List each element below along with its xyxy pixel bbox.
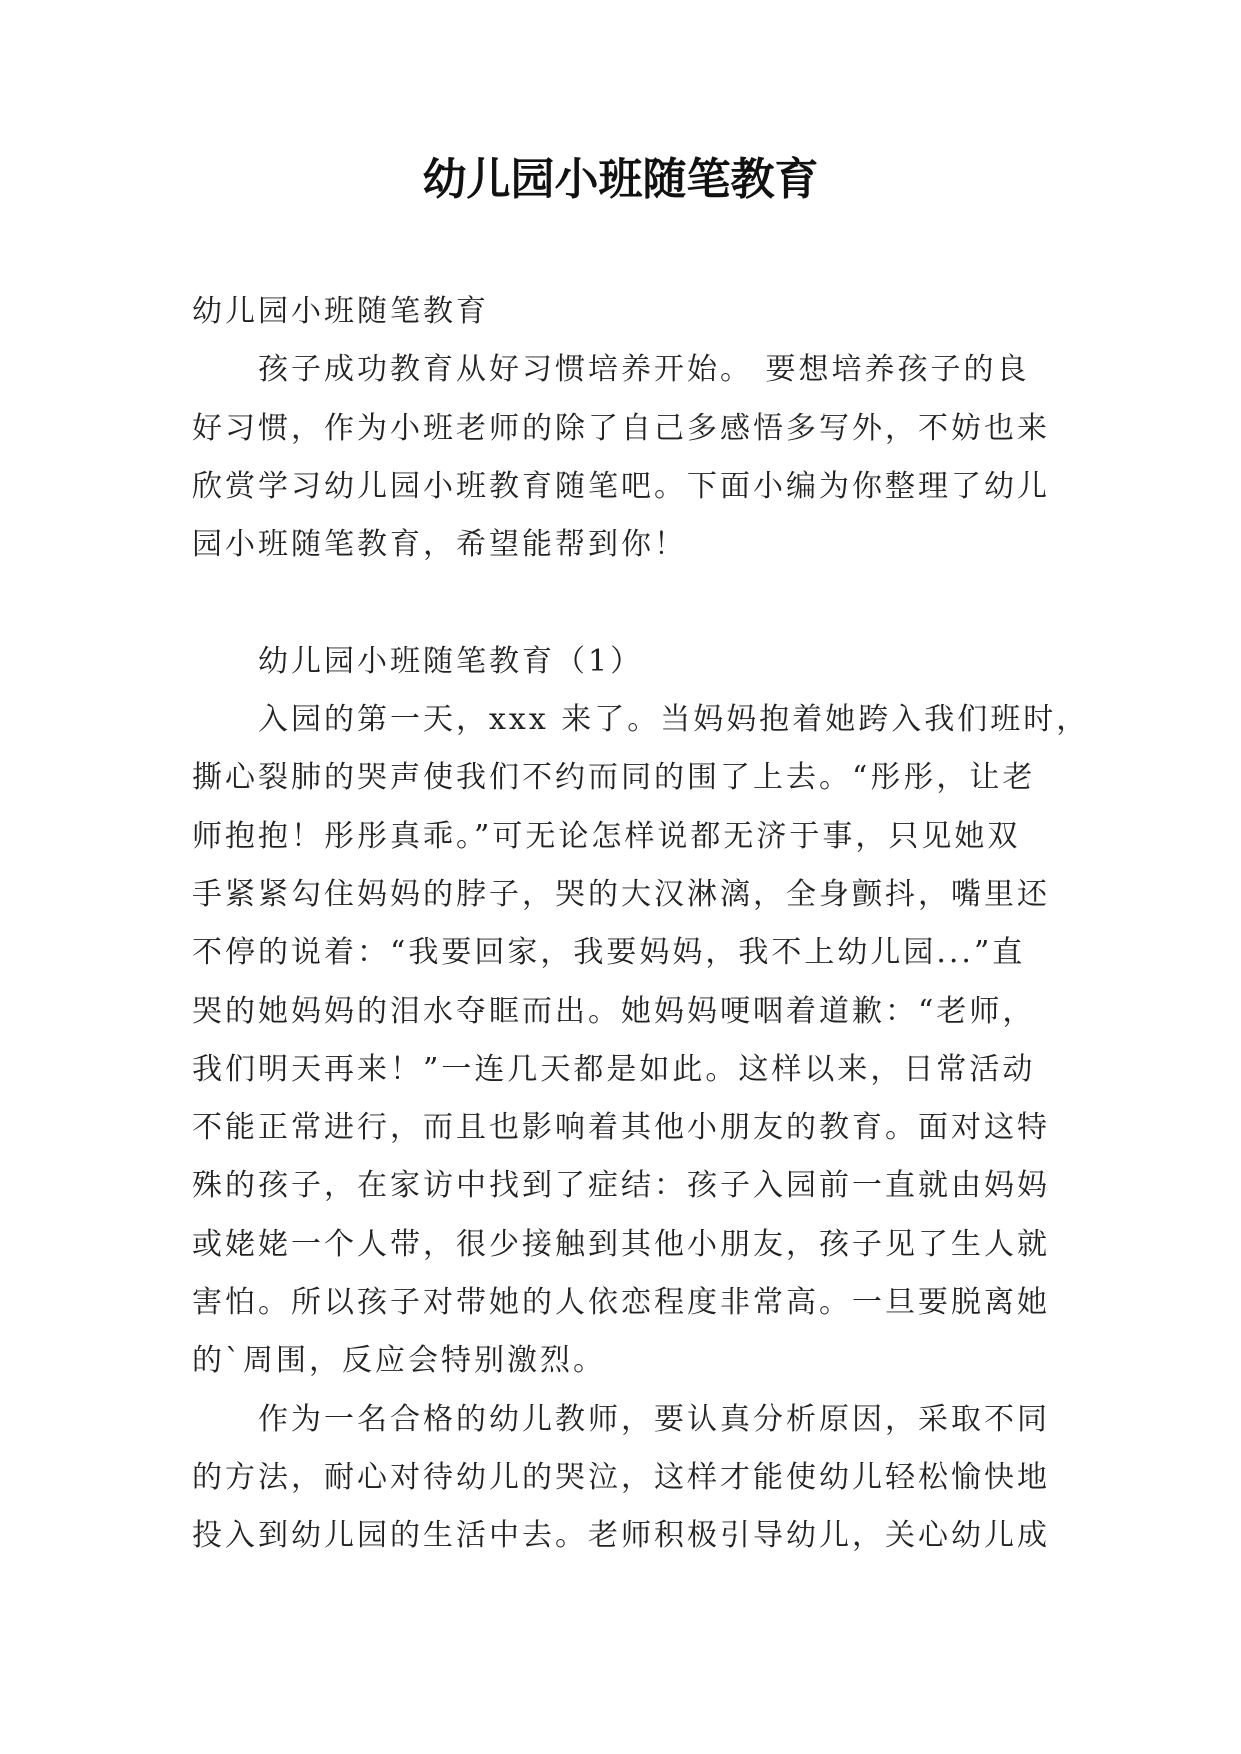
text-line: 或姥姥一个人带，很少接触到其他小朋友，孩子见了生人就 (192, 1226, 1050, 1262)
text-line: 作为一名合格的幼儿教师，要认真分析原因，采取不同 (258, 1401, 1050, 1437)
text-line: 的`周围，反应会特别激烈。 (192, 1343, 606, 1379)
text-line: 孩子成功教育从好习惯培养开始。 要想培养孩子的良 (258, 352, 1030, 388)
text-line: 不停的说着：“我要回家，我要妈妈，我不上幼儿园...”直 (192, 935, 1026, 971)
blank-line (192, 574, 1072, 632)
text-line: 不能正常进行，而且也影响着其他小朋友的教育。面对这特 (192, 1110, 1050, 1146)
text-line: 撕心裂肺的哭声使我们不约而同的围了上去。“彤彤，让老 (192, 760, 1036, 796)
text-line: 欣赏学习幼儿园小班教育随笔吧。下面小编为你整理了幼儿 (192, 468, 1050, 504)
text-line: 手紧紧勾住妈妈的脖子，哭的大汉淋漓，全身颤抖，嘴里还 (192, 876, 1050, 912)
text-line: 殊的孩子，在家访中找到了症结：孩子入园前一直就由妈妈 (192, 1168, 1050, 1204)
text-line: 园小班随笔教育，希望能帮到你！ (192, 527, 687, 563)
document-body (192, 283, 1090, 1566)
text-line: 哭的她妈妈的泪水夺眶而出。她妈妈哽咽着道歉：“老师， (192, 993, 1036, 1029)
text-line: 师抱抱！彤彤真乖。”可无论怎样说都无济于事，只见她双 (192, 818, 1021, 854)
text-line: 入园的第一天，xxx 来了。当妈妈抱着她跨入我们班时， (258, 702, 1090, 738)
text-line: 投入到幼儿园的生活中去。老师积极引导幼儿，关心幼儿成 (192, 1518, 1050, 1554)
text-line: 幼儿园小班随笔教育 (192, 294, 489, 329)
text-line: 幼儿园小班随笔教育（1） (258, 643, 644, 679)
text-line: 的方法，耐心对待幼儿的哭泣，这样才能使幼儿轻松愉快地 (192, 1459, 1050, 1495)
document-title: 幼儿园小班随笔教育 (422, 154, 819, 205)
text-line: 害怕。所以孩子对带她的人依恋程度非常高。一旦要脱离她 (192, 1285, 1050, 1321)
text-line: 好习惯，作为小班老师的除了自己多感悟多写外，不妨也来 (192, 410, 1050, 446)
text-line: 我们明天再来！”一连几天都是如此。这样以来，日常活动 (192, 1051, 1036, 1087)
